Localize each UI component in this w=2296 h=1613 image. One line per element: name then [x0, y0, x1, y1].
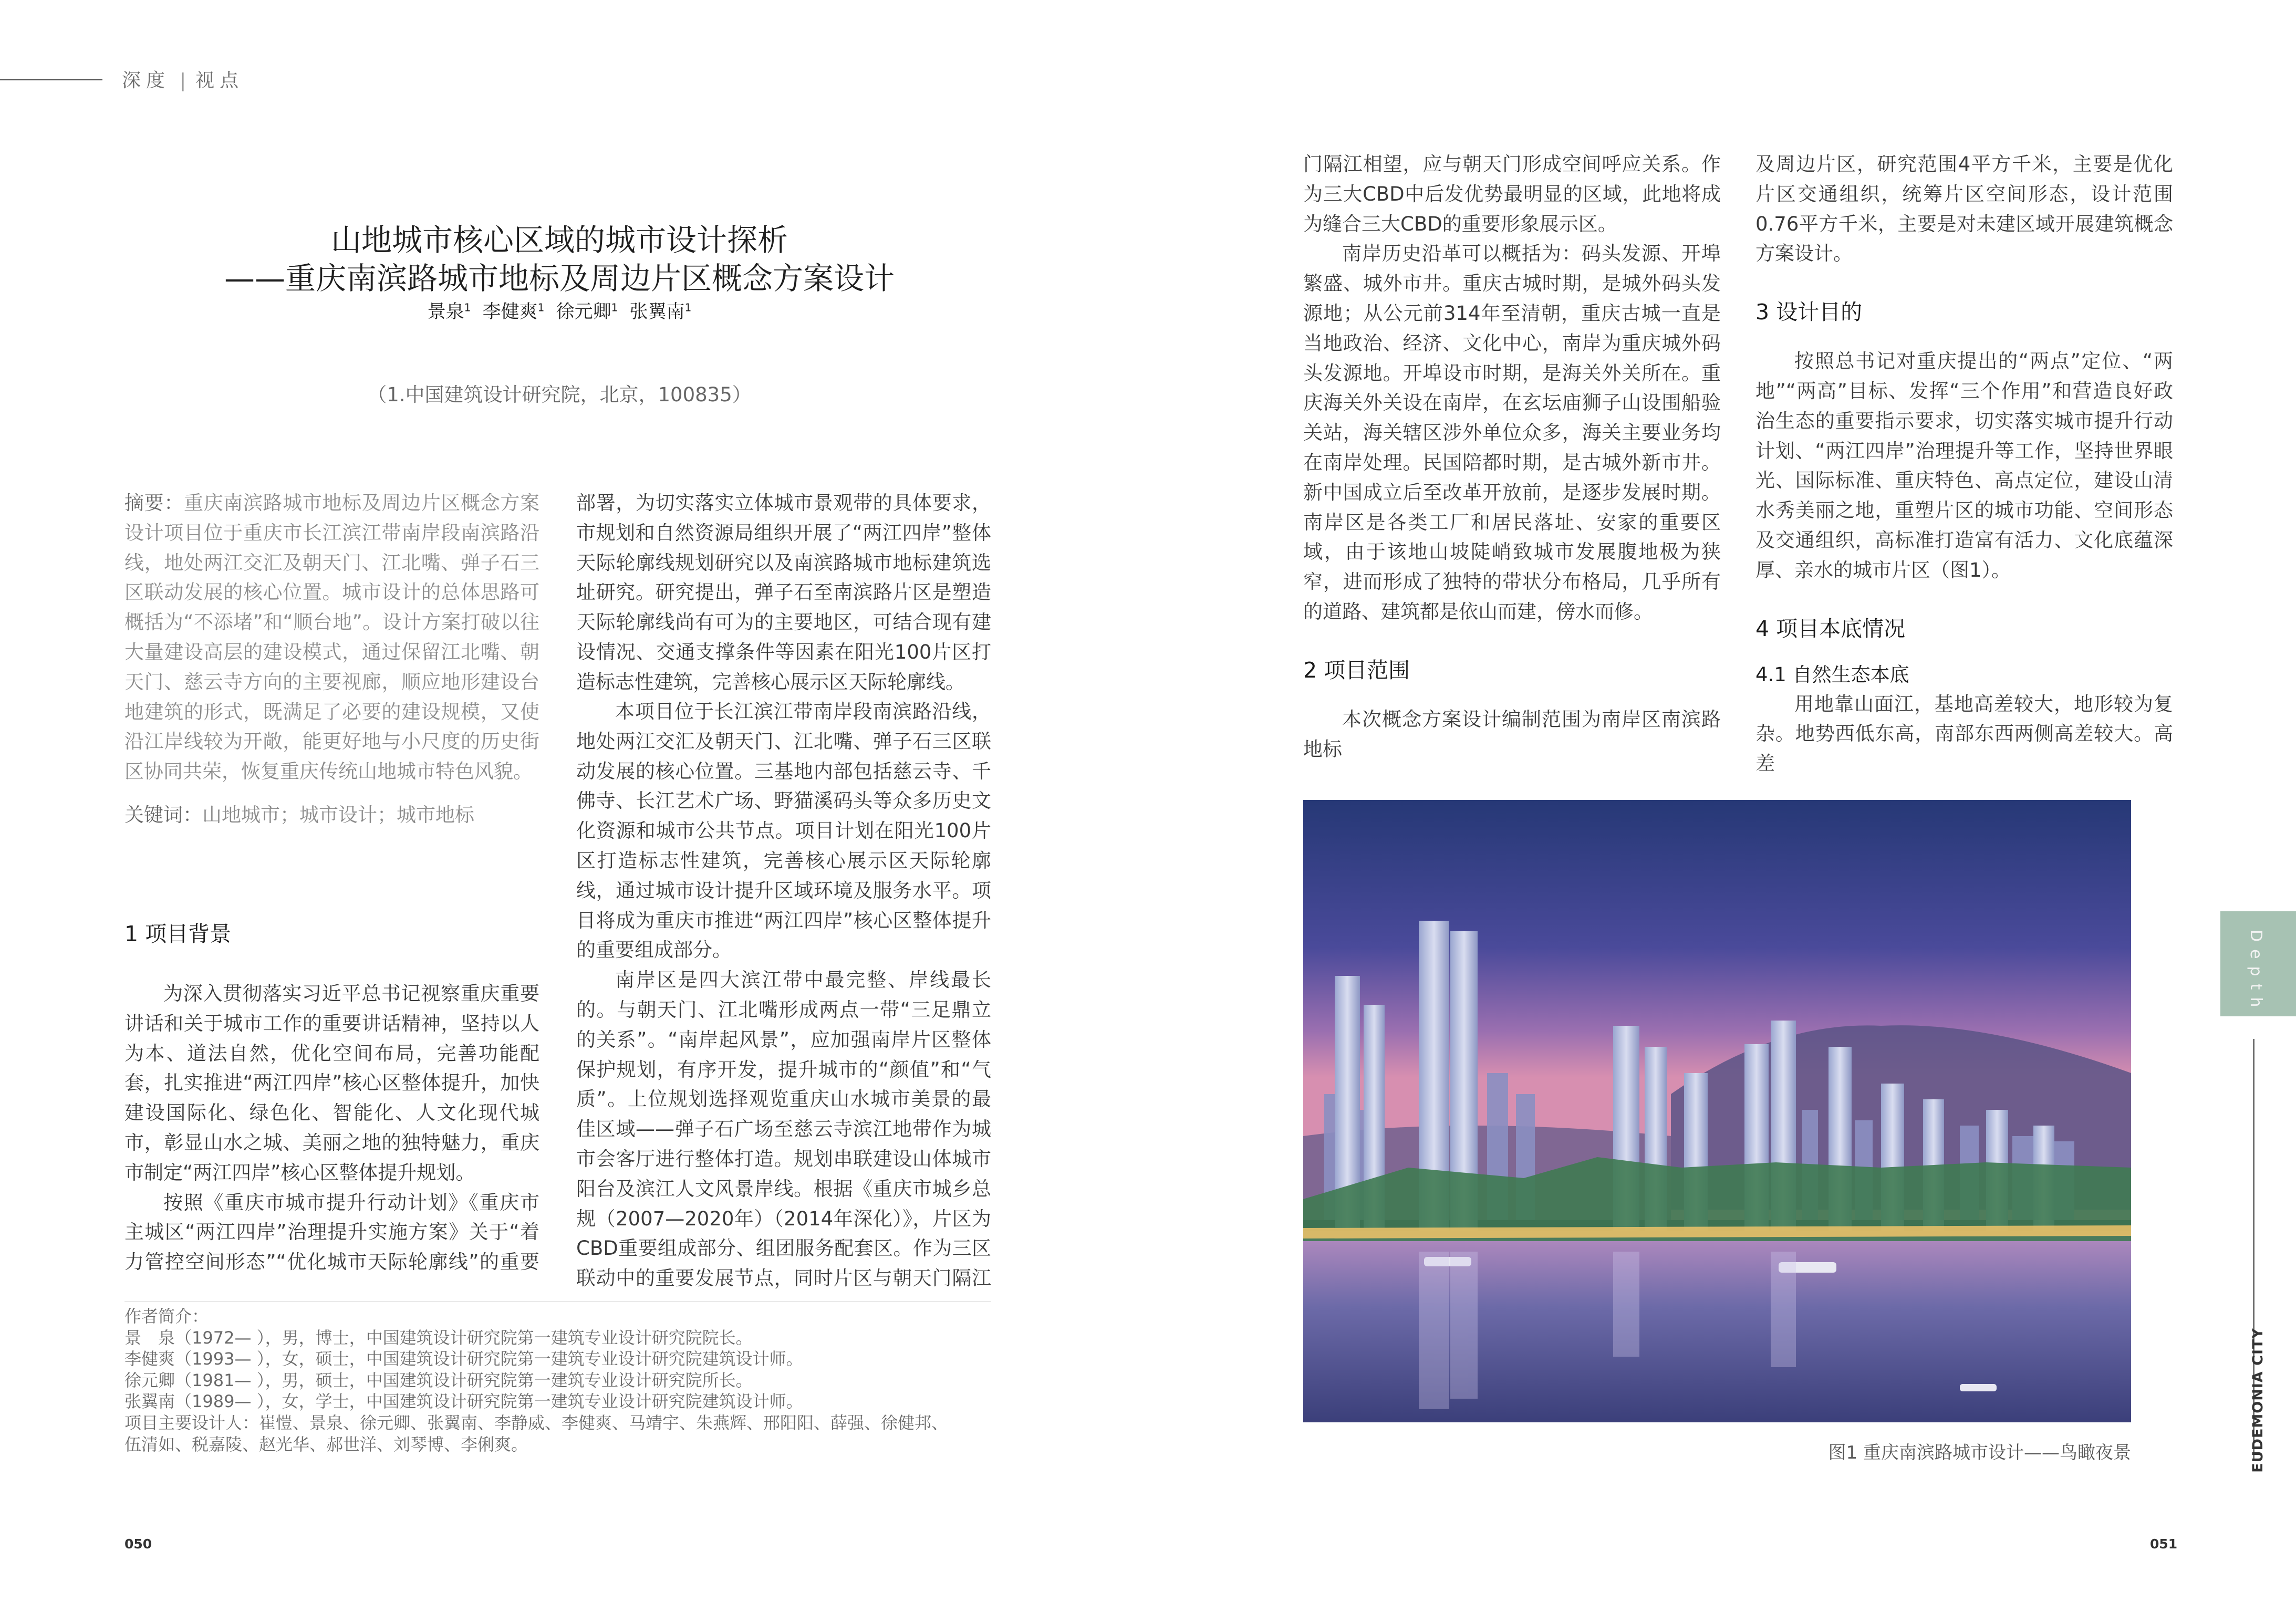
column-left-1-body — [124, 918, 539, 1277]
section-tag — [122, 66, 244, 92]
affiliation: （1.中国建筑设计研究院，北京，100835） — [367, 383, 752, 406]
bio-line: 景 泉（1972— ），男，博士，中国建筑设计研究院第一建筑专业设计研究院院长。 — [124, 1327, 753, 1348]
paragraph: 按照总书记对重庆提出的“两点”定位、“两地”“两高”目标、发挥“三个作用”和营造良好政治生态的重要指示要求，切实落实城市提升行动计划、“两江四岸”治理提升等工作，坚持世界眼光、国际标准、重庆特色、高点定位，建设山清水秀美丽之地，重塑片区的城市功能、空间形态及交通组织，高标准打造富有活力、文化底蕴深厚、亲水的城市片区（图1）。 — [1755, 350, 2173, 581]
heading-section-2: 2 项目范围 — [1303, 657, 1410, 683]
magazine-name: EUDEMONIA CITY — [2250, 1328, 2266, 1473]
bio-line: 伍清如、税嘉陵、赵光华、郝世洋、刘琴博、李俐爽。 — [124, 1434, 528, 1454]
author-sup: 1 — [537, 301, 545, 314]
side-tab-label: Depth — [2247, 930, 2265, 1015]
column-left-1 — [124, 488, 539, 830]
column-right-1 — [1303, 150, 1721, 764]
bio-line: 徐元卿（1981— ），男，硕士，中国建筑设计研究院第一建筑专业设计研究院所长。 — [124, 1370, 753, 1390]
heading-section-1: 1 项目背景 — [124, 921, 232, 946]
figure-aerial-night-view — [1303, 800, 2131, 1422]
author-sup: 1 — [684, 301, 692, 314]
heading-section-3: 3 设计目的 — [1755, 299, 1863, 325]
paragraph: 南岸区是四大滨江带中最完整、岸线最长的。与朝天门、江北嘴形成两点一带“三足鼎立的关系”。“南岸起风景”，应加强南岸片区整体保护规划，有序开发，提升城市的“颜值”和“气质”。上位规划选择观览重庆山水城市美景的最佳区域——弹子石广场至慈云寺滨江地带作为城市会客厅进行整体打造。规划串联建设山体城市阳台及滨江人文风景岸线。根据《重庆市城乡总规（2007—2020年）（2014年深化）》，片区为CBD重要组成部分、组团服务配套区。作为三区联动中的重要发展节点，同时片区与朝天门隔江 — [576, 969, 991, 1290]
author-bio — [124, 1306, 1017, 1455]
aerial-rendering — [1303, 800, 2131, 1422]
header-rule — [0, 79, 102, 80]
author-sup: 1 — [464, 301, 471, 314]
author-list — [0, 297, 1119, 324]
heading-section-4-1: 4.1 自然生态本底 — [1755, 663, 1909, 686]
author: 徐元卿 — [556, 301, 611, 322]
bio-line: 李健爽（1993— ），女，硕士，中国建筑设计研究院第一建筑专业设计研究院建筑设计师。 — [124, 1349, 803, 1369]
paragraph: 用地靠山面江，基地高差较大，地形较为复杂。地势西低东高，南部东西两侧高差较大。高差 — [1755, 692, 2173, 775]
paragraph: 按照《重庆市城市提升行动计划》《重庆市主城区“两江四岸”治理提升实施方案》关于“着力管控空间形态”“优化城市天际轮廓线”的重要 — [124, 1191, 539, 1274]
article-subtitle: ——重庆南滨路城市地标及周边片区概念方案设计 — [224, 261, 895, 296]
author-sup: 1 — [611, 301, 618, 314]
paragraph-continued: 部署，为切实落实立体城市景观带的具体要求，市规划和自然资源局组织开展了“两江四岸”整体天际轮廓线规划研究以及南滨路城市地标建筑选址研究。研究提出，弹子石至南滨路片区是塑造天际轮廓线尚有可为的主要地区，可结合现有建设情况、交通支撑条件等因素在阳光100片区打造标志性建筑，完善核心展示区天际轮廓线。 — [576, 492, 991, 693]
right-page — [1148, 0, 2296, 1613]
bio-title: 作者简介： — [124, 1306, 209, 1326]
keywords-text: 山地城市；城市设计；城市地标 — [202, 803, 474, 826]
author: 张翼南 — [629, 301, 685, 322]
paragraph: 本次概念方案设计编制范围为南岸区南滨路地标 — [1303, 707, 1721, 761]
keywords — [124, 800, 539, 830]
page-number-left: 050 — [124, 1536, 152, 1552]
article-title: 山地城市核心区域的城市设计探析 — [330, 222, 788, 258]
paragraph: 为深入贯彻落实习近平总书记视察重庆重要讲话和关于城市工作的重要讲话精神，坚持以人为本、道法自然，优化空间布局，完善功能配套，扎实推进“两江四岸”核心区整体提升，加快建设国际化、绿色化、智能化、人文化现代城市，彰显山水之城、美丽之地的独特魅力，重庆市制定“两江四岸”核心区整体提升规划。 — [124, 982, 539, 1184]
author: 李健爽 — [482, 301, 538, 322]
paragraph: 本项目位于长江滨江带南岸段南滨路沿线，地处两江交汇及朝天门、江北嘴、弹子石三区联动发展的核心位置。三基地内部包括慈云寺、千佛寺、长江艺术广场、野猫溪码头等众多历史文化资源和城市公共节点。项目计划在阳光100片区打造标志性建筑，完善核心展示区天际轮廓线，通过城市设计提升区域环境及服务水平。项目将成为重庆市推进“两江四岸”核心区整体提升的重要组成部分。 — [576, 700, 991, 962]
subsection-name: 视点 — [195, 70, 244, 91]
heading-section-4: 4 项目本底情况 — [1755, 616, 1906, 641]
abstract-text: 重庆南滨路城市地标及周边片区概念方案设计项目位于重庆市长江滨江带南岸段南滨路沿线，地处两江交汇及朝天门、江北嘴、弹子石三区联动发展的核心位置。城市设计的总体思路可概括为“不添堵”和“顺台地”。设计方案打破以往大量建设高层的建设模式，通过保留江北嘴、朝天门、慈云寺方向的主要视廊，顺应地形建设台地建筑的形式，既满足了必要的建设规模，又使沿江岸线较为开敞，能更好地与小尺度的历史街区协同共荣，恢复重庆传统山地城市特色风貌。 — [124, 492, 540, 783]
column-left-2 — [576, 488, 991, 1292]
column-right-2 — [1755, 150, 2173, 779]
bio-line: 张翼南（1989— ），女，学士，中国建筑设计研究院第一建筑专业设计研究院建筑设计师。 — [124, 1391, 803, 1412]
keywords-label: 关键词： — [124, 803, 202, 826]
abstract-label: 摘要： — [124, 492, 184, 514]
section-name: 深度 — [122, 70, 171, 91]
figure-caption: 图1 重庆南滨路城市设计——鸟瞰夜景 — [1828, 1442, 2131, 1463]
section-separator: | — [180, 70, 186, 91]
paragraph-continued: 门隔江相望，应与朝天门形成空间呼应关系。作为三大CBD中后发优势最明显的区域，此地将成为缝合三大CBD的重要形象展示区。 — [1303, 153, 1721, 235]
abstract — [124, 488, 539, 787]
page-number-right: 051 — [2150, 1536, 2178, 1552]
author: 景泉 — [427, 301, 464, 322]
paragraph: 南岸历史沿革可以概括为：码头发源、开埠繁盛、城外市井。重庆古城时期，是城外码头发源地；从公元前314年至清朝，重庆古城一直是当地政治、经济、文化中心，南岸为重庆城外码头发源地。开埠设市时期，是海关外关所在。重庆海关外关设在南岸，在玄坛庙狮子山设围船验关站，海关辖区涉外单位众多，海关主要业务均在南岸处理。民国陪都时期，是古城外新市井。新中国成立后至改革开放前，是逐步发展时期。南岸区是各类工厂和居民落址、安家的重要区域，由于该地山坡陡峭致城市发展腹地极为狭窄，进而形成了独特的带状分布格局，几乎所有的道路、建筑都是依山而建，傍水而修。 — [1303, 242, 1721, 623]
paragraph-continued: 及周边片区，研究范围4平方千米，主要是优化片区交通组织，统筹片区空间形态，设计范围0.76平方千米，主要是对未建区域开展建筑概念方案设计。 — [1755, 153, 2173, 265]
bio-line: 项目主要设计人：崔愷、景泉、徐元卿、张翼南、李静威、李健爽、马靖宇、朱燕辉、邢阳阳、薛强、徐健邦、 — [124, 1412, 949, 1433]
